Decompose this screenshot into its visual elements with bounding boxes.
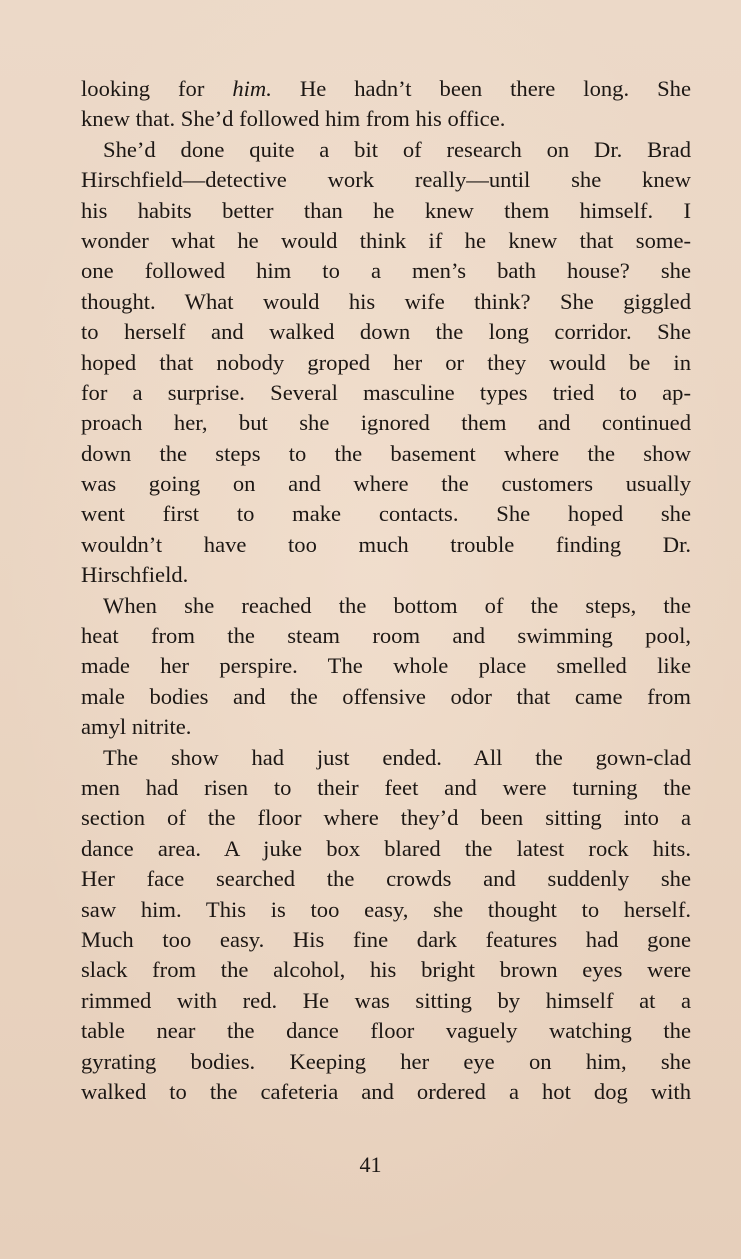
text-line: his habits better than he knew them himself. I [81,197,691,223]
text-line: men had risen to their feet and were turning the [81,774,691,800]
paragraph [81,743,691,1108]
text-line: down the steps to the basement where the show [81,440,691,466]
text-line: dance area. A juke box blared the latest rock hits. [81,835,691,861]
text-line: She’d done quite a bit of research on Dr. Brad [103,136,691,162]
text-line: wouldn’t have too much trouble finding Dr. [81,531,691,557]
text-line: The show had just ended. All the gown-clad [103,744,691,770]
text-line: hoped that nobody groped her or they would be in [81,349,691,375]
text-line: saw him. This is too easy, she thought to herself. [81,896,691,922]
paragraph [81,591,691,743]
text-line: knew that. She’d followed him from his office. [81,106,506,132]
text-line: male bodies and the offensive odor that came from [81,683,691,709]
text-line: wonder what he would think if he knew that some- [81,227,691,253]
text-line: When she reached the bottom of the steps, the [103,592,691,618]
text-line: went first to make contacts. She hoped she [81,501,691,527]
text-line: was going on and where the customers usually [81,471,691,497]
text-line: one followed him to a men’s bath house? she [81,258,691,284]
text-line: Much too easy. His fine dark features had gone [81,926,691,952]
text-line: proach her, but she ignored them and continued [81,410,691,436]
text-line: made her perspire. The whole place smelled like [81,653,691,679]
text-line: section of the floor where they’d been sitting into a [81,805,691,831]
text-line: thought. What would his wife think? She giggled [81,288,691,314]
text-line: Her face searched the crowds and suddenly she [81,866,691,892]
text-line: walked to the cafeteria and ordered a hot dog with [81,1078,691,1104]
text-line: gyrating bodies. Keeping her eye on him, she [81,1048,691,1074]
page-number: 41 [359,1152,382,1177]
paragraph [81,74,691,135]
text-line: rimmed with red. He was sitting by himself at a [81,987,691,1013]
emphasis: him. [232,76,272,101]
text-line: Hirschfield. [81,562,189,588]
paragraph [81,135,691,591]
text-line: to herself and walked down the long corridor. She [81,319,691,345]
text-line: looking for him. He hadn’t been there long. She [81,76,691,101]
body-text [81,74,691,1107]
text-line: heat from the steam room and swimming pool, [81,623,691,649]
text-line: for a surprise. Several masculine types tried to ap- [81,379,691,405]
text-line: slack from the alcohol, his bright brown eyes were [81,957,691,983]
text-line: amyl nitrite. [81,714,192,740]
text-line: table near the dance floor vaguely watching the [81,1018,691,1044]
text-line: Hirschfield—detective work really—until she knew [81,167,691,193]
